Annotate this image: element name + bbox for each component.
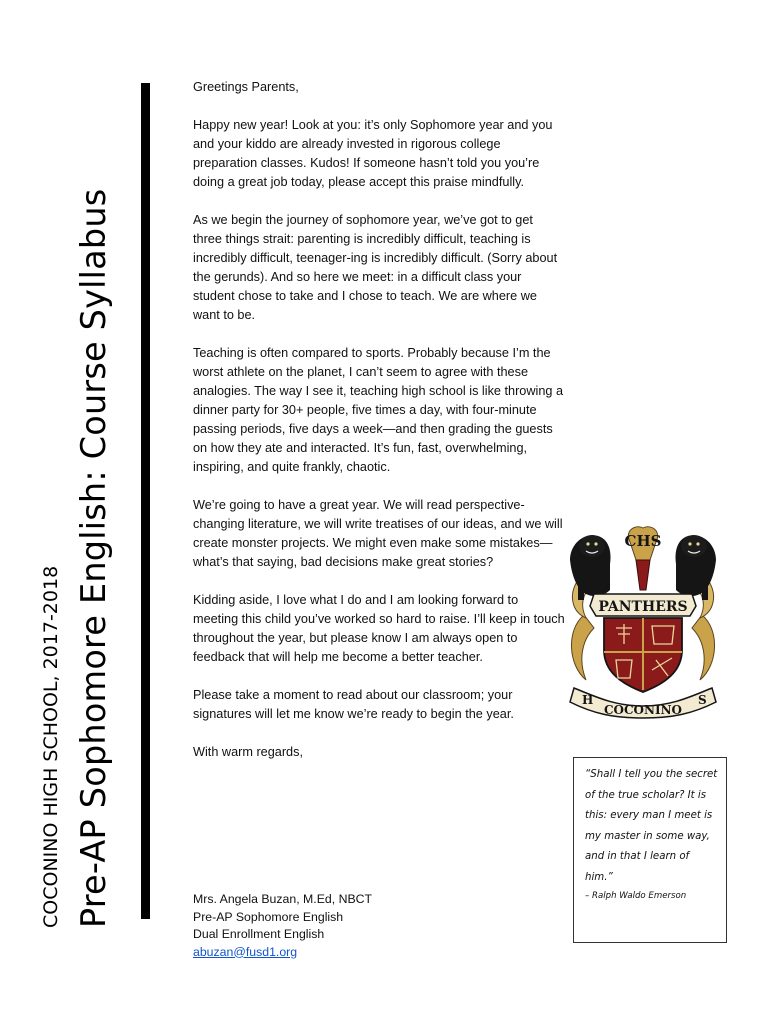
panthers-crest-logo bbox=[564, 520, 722, 720]
signature-title: Dual Enrollment English bbox=[193, 927, 325, 941]
letter-paragraph: Please take a moment to read about our classroom; your signatures will let me know we’re ready to begin the year. bbox=[193, 688, 514, 721]
letter-paragraph: As we begin the journey of sophomore year, we’ve got to get three things strait: parenting is incredibly difficult, teaching is incredibly difficult, teenager-ing is incredibly difficult. (Sorry about the gerunds). And so here we meet: in a difficult class your student chose to take and I chose to teach. We are where we want to be. bbox=[193, 213, 558, 322]
crest-banner-bottom: COCONINO bbox=[603, 703, 683, 717]
letter-closing: With warm regards, bbox=[193, 745, 303, 759]
email-link[interactable]: abuzan@fusd1.org bbox=[193, 944, 298, 959]
signature-name: Mrs. Angela Buzan, M.Ed, NBCT bbox=[193, 892, 373, 906]
vertical-divider bbox=[141, 83, 150, 919]
signature-block bbox=[193, 891, 553, 961]
school-year-heading: COCONINO HIGH SCHOOL, 2017-2018 bbox=[40, 565, 62, 928]
letter-paragraph: Kidding aside, I love what I do and I am looking forward to meeting this child you’ve worked so hard to raise. I’ll keep in touch throughout the year, but please know I am always open to feedback that will help me become a better teacher. bbox=[193, 593, 565, 664]
quote-box bbox=[573, 757, 727, 943]
crest-banner-top: PANTHERS bbox=[598, 599, 688, 615]
letter-paragraph: Teaching is often compared to sports. Probably because I’m the worst athlete on the planet, I can’t seem to agree with these analogies. The way I see it, teaching high school is like throwing a dinner party for 30+ people, five times a day, with four-minute passing periods, five days a week—and then grading the guests on how they ate and interacted. It’s fun, fast, overwhelming, inspiring, and quite frankly, chaotic. bbox=[193, 346, 564, 474]
quote-text: “Shall I tell you the secret of the true scholar? It is this: every man I meet is my master in some way, and in that I learn of him.” bbox=[585, 769, 718, 883]
crest-banner-right: S bbox=[698, 693, 707, 707]
crest-banner-left: H bbox=[582, 693, 594, 707]
course-title: Pre-AP Sophomore English: Course Syllabus bbox=[74, 188, 113, 928]
quote-author: – Ralph Waldo Emerson bbox=[585, 890, 687, 901]
crest-monogram: CHS bbox=[624, 532, 662, 550]
letter-greeting: Greetings Parents, bbox=[193, 80, 299, 94]
letter-paragraph: We’re going to have a great year. We will read perspective-changing literature, we will write treatises of our ideas, and we will create monster projects. We might even make some mistakes—what’s that saying, bad decisions make great stories? bbox=[193, 498, 563, 569]
letter-paragraph: Happy new year! Look at you: it’s only Sophomore year and you and your kiddo are already invested in rigorous college preparation classes. Kudos! If someone hasn’t told you you’re doing a great job today, please accept this praise mindfully. bbox=[193, 118, 553, 189]
parent-letter bbox=[193, 78, 565, 781]
signature-title: Pre-AP Sophomore English bbox=[193, 909, 344, 924]
